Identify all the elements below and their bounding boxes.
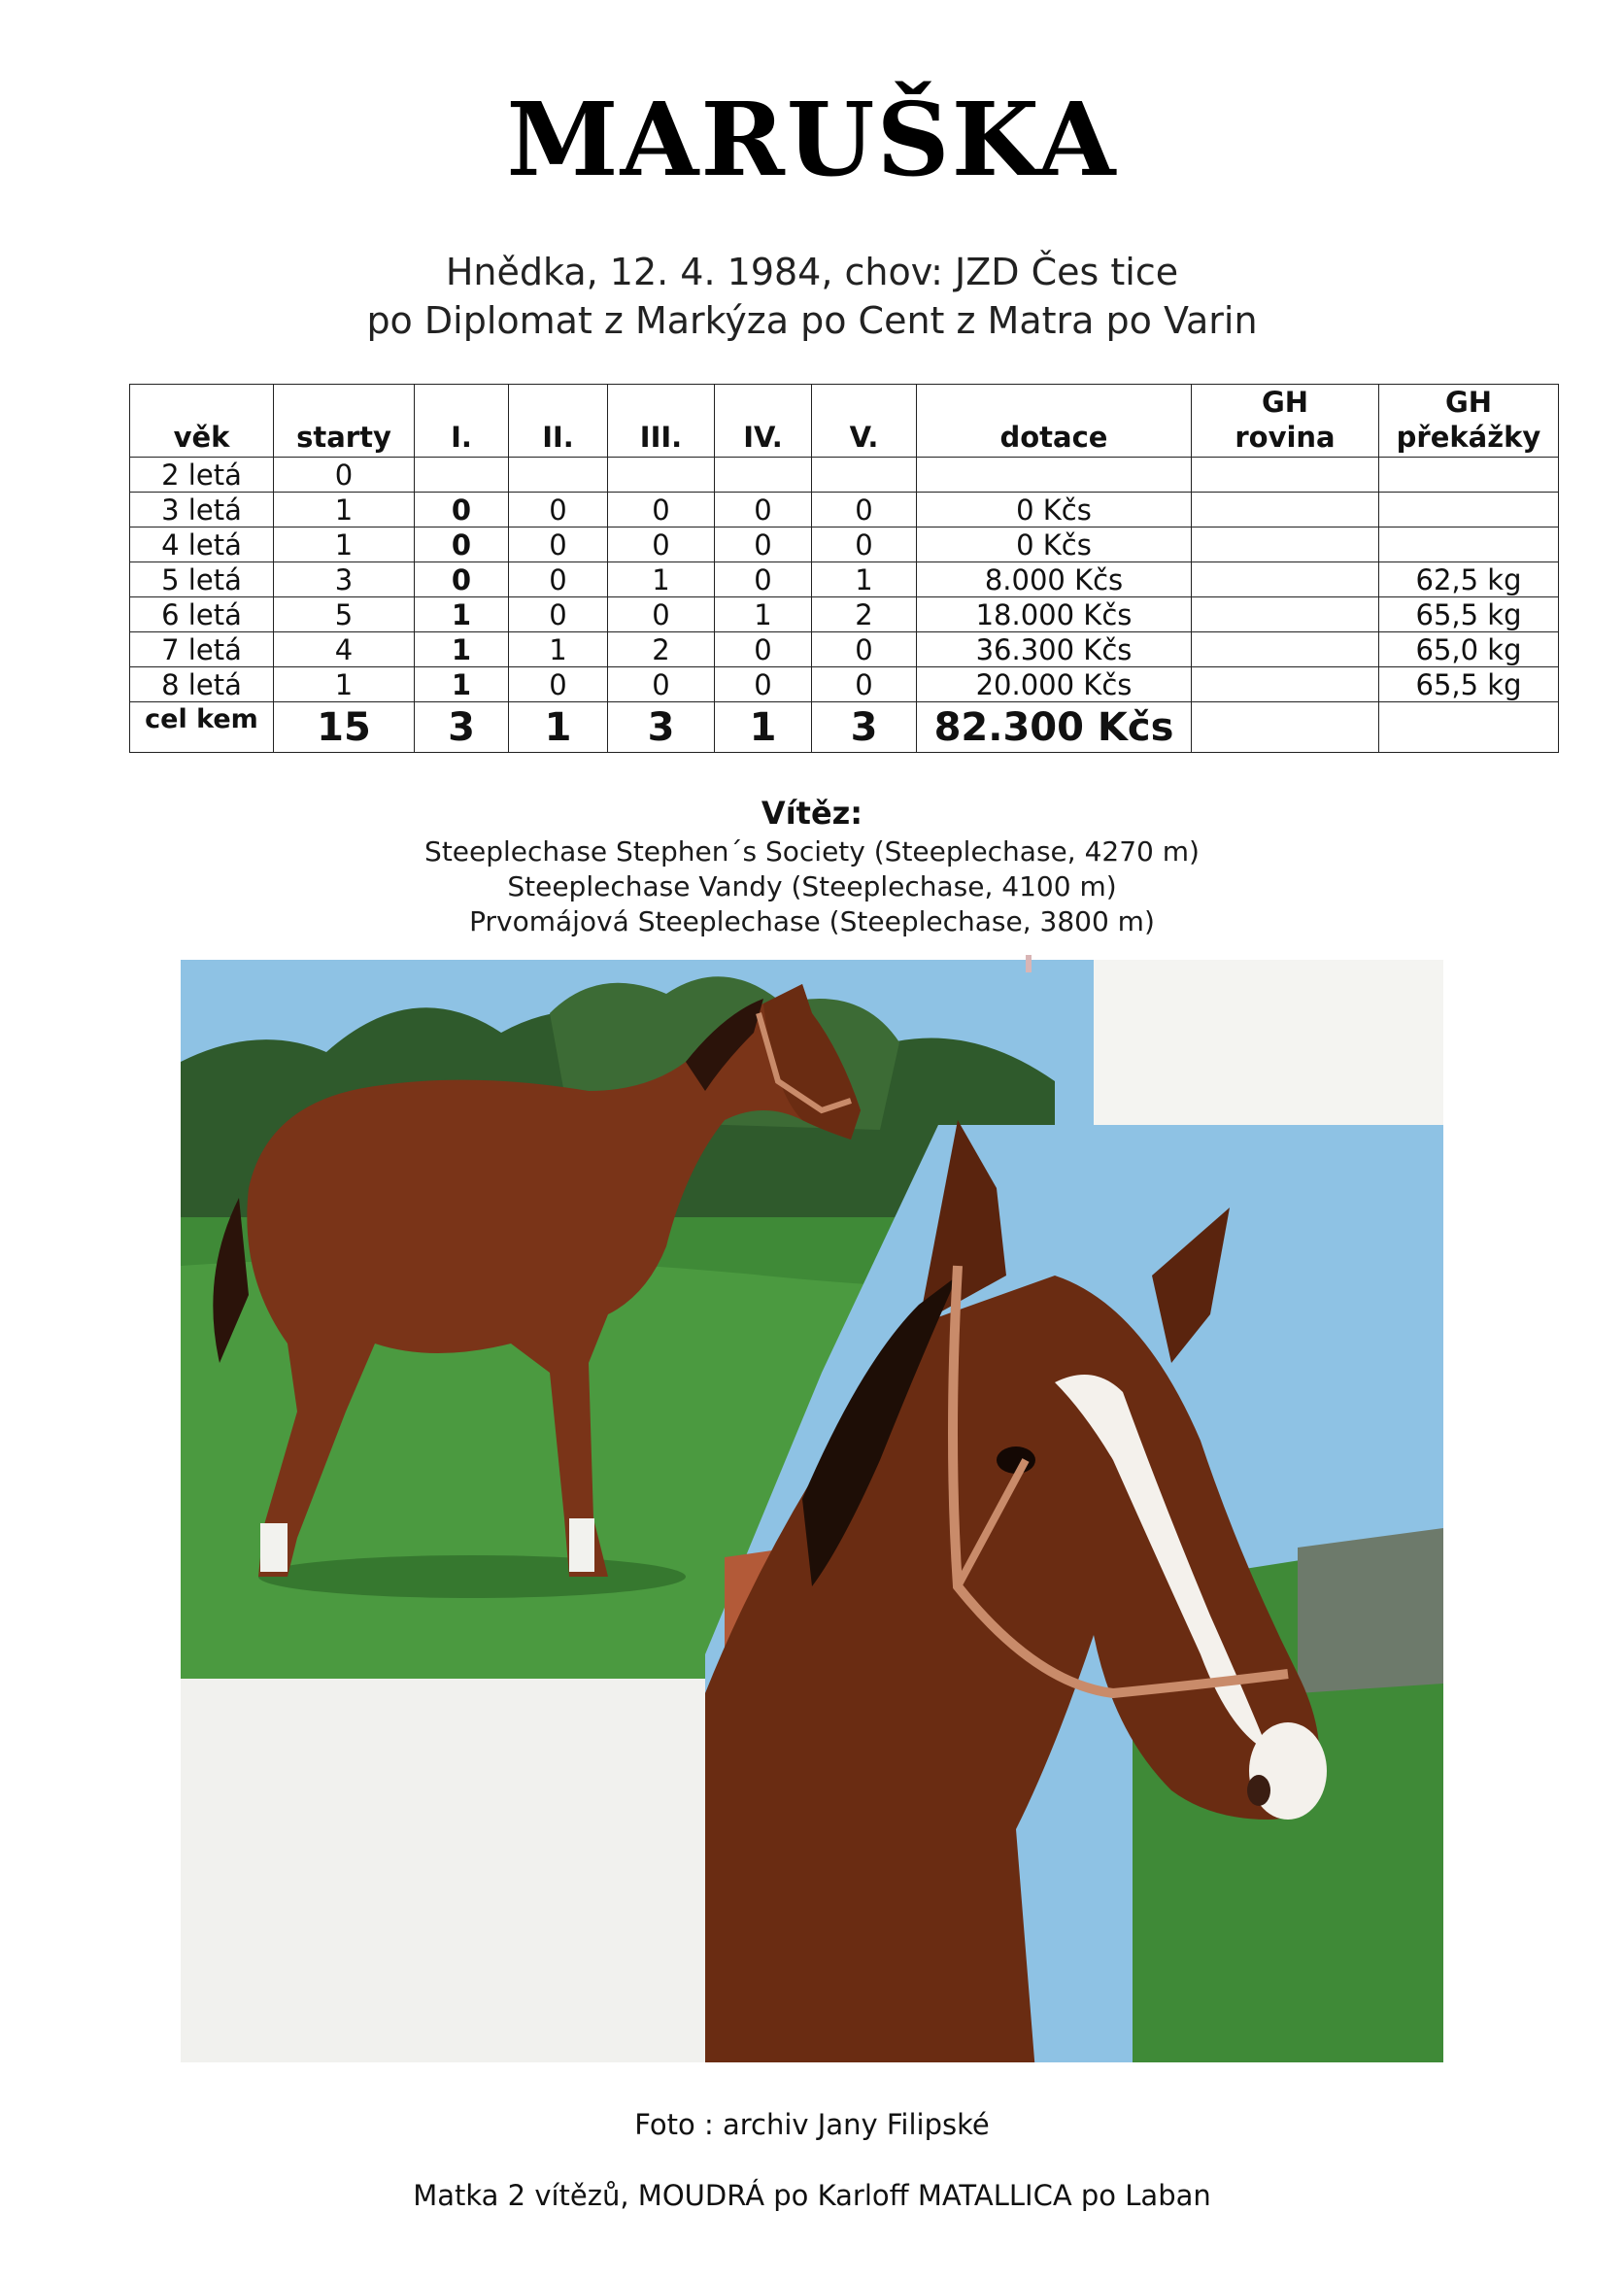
cell-gh-flat xyxy=(1192,458,1379,493)
horse-photo-illustration xyxy=(181,955,1443,2072)
header-gh-flat: GH rovina xyxy=(1192,385,1379,458)
cell-gh-flat xyxy=(1192,597,1379,632)
cell-second xyxy=(509,458,608,493)
horse-pedigree: po Diplomat z Markýza po Cent z Matra po Varin xyxy=(366,299,1258,342)
total-first: 3 xyxy=(415,702,509,753)
cell-fourth: 0 xyxy=(715,667,812,702)
cell-gh-flat xyxy=(1192,667,1379,702)
win-item: Steeplechase Stephen´s Society (Steeplechase, 4270 m) xyxy=(424,835,1200,868)
cell-second: 0 xyxy=(509,527,608,562)
cell-age: 4 letá xyxy=(130,527,274,562)
header-starts: starty xyxy=(274,385,415,458)
cell-third: 2 xyxy=(608,632,715,667)
cell-first: 1 xyxy=(415,597,509,632)
total-label: cel kem xyxy=(130,702,274,753)
cell-third: 0 xyxy=(608,493,715,527)
cell-second: 0 xyxy=(509,597,608,632)
table-total-row xyxy=(130,702,1559,753)
cell-age: 5 letá xyxy=(130,562,274,597)
winner-heading: Vítěz: xyxy=(761,795,863,832)
cell-first: 0 xyxy=(415,493,509,527)
cell-second: 0 xyxy=(509,562,608,597)
cell-fourth: 0 xyxy=(715,562,812,597)
table-row xyxy=(130,632,1559,667)
cell-starts: 3 xyxy=(274,562,415,597)
header-fifth: V. xyxy=(812,385,917,458)
cell-third: 1 xyxy=(608,562,715,597)
cell-gh-jump: 65,5 kg xyxy=(1379,667,1559,702)
cell-second: 1 xyxy=(509,632,608,667)
cell-gh-flat xyxy=(1192,562,1379,597)
total-third: 3 xyxy=(608,702,715,753)
total-fifth: 3 xyxy=(812,702,917,753)
cell-starts: 0 xyxy=(274,458,415,493)
cell-fifth: 0 xyxy=(812,527,917,562)
total-second: 1 xyxy=(509,702,608,753)
cell-money: 0 Kčs xyxy=(917,493,1192,527)
paper-patch xyxy=(1094,960,1443,1125)
cell-starts: 1 xyxy=(274,493,415,527)
header-first: I. xyxy=(415,385,509,458)
cell-gh-jump xyxy=(1379,493,1559,527)
cell-fourth: 0 xyxy=(715,493,812,527)
cell-second: 0 xyxy=(509,667,608,702)
cell-third xyxy=(608,458,715,493)
total-money: 82.300 Kčs xyxy=(917,702,1192,753)
cell-age: 8 letá xyxy=(130,667,274,702)
cell-fifth: 2 xyxy=(812,597,917,632)
table-row xyxy=(130,527,1559,562)
cell-gh-flat xyxy=(1192,493,1379,527)
total-fourth: 1 xyxy=(715,702,812,753)
header-third: III. xyxy=(608,385,715,458)
cell-age: 3 letá xyxy=(130,493,274,527)
cell-money: 8.000 Kčs xyxy=(917,562,1192,597)
photo-credit: Foto : archiv Jany Filipské xyxy=(634,2108,990,2141)
total-gh-jump xyxy=(1379,702,1559,753)
table-header-row xyxy=(130,385,1559,458)
cell-third: 0 xyxy=(608,527,715,562)
cell-fourth: 1 xyxy=(715,597,812,632)
cell-fifth: 0 xyxy=(812,632,917,667)
paper-patch xyxy=(181,1679,705,2072)
horse-description: Hnědka, 12. 4. 1984, chov: JZD Čes tice xyxy=(445,251,1179,293)
total-starts: 15 xyxy=(274,702,415,753)
header-second: II. xyxy=(509,385,608,458)
cell-fourth: 0 xyxy=(715,527,812,562)
cell-starts: 1 xyxy=(274,667,415,702)
table-row xyxy=(130,562,1559,597)
cell-fifth: 1 xyxy=(812,562,917,597)
cell-first: 0 xyxy=(415,562,509,597)
cell-age: 7 letá xyxy=(130,632,274,667)
cell-money: 20.000 Kčs xyxy=(917,667,1192,702)
win-item: Prvomájová Steeplechase (Steeplechase, 3800 m) xyxy=(469,905,1155,937)
cell-gh-jump: 62,5 kg xyxy=(1379,562,1559,597)
cell-fourth: 0 xyxy=(715,632,812,667)
horse-name-title: MARUŠKA xyxy=(506,80,1118,199)
cell-third: 0 xyxy=(608,597,715,632)
cell-first: 1 xyxy=(415,632,509,667)
cell-first: 0 xyxy=(415,527,509,562)
cell-gh-jump: 65,5 kg xyxy=(1379,597,1559,632)
cell-gh-flat xyxy=(1192,632,1379,667)
cell-gh-jump xyxy=(1379,527,1559,562)
cell-money: 36.300 Kčs xyxy=(917,632,1192,667)
cell-money: 0 Kčs xyxy=(917,527,1192,562)
table-row xyxy=(130,597,1559,632)
win-item: Steeplechase Vandy (Steeplechase, 4100 m) xyxy=(507,870,1117,902)
cell-first: 1 xyxy=(415,667,509,702)
cell-fifth: 0 xyxy=(812,493,917,527)
cell-first xyxy=(415,458,509,493)
table-row xyxy=(130,667,1559,702)
race-record-table xyxy=(129,384,1559,753)
cell-gh-jump xyxy=(1379,458,1559,493)
cell-fourth xyxy=(715,458,812,493)
header-age: věk xyxy=(130,385,274,458)
cell-fifth xyxy=(812,458,917,493)
cell-starts: 1 xyxy=(274,527,415,562)
header-gh-jump: GH překážky xyxy=(1379,385,1559,458)
cell-gh-flat xyxy=(1192,527,1379,562)
cell-age: 2 letá xyxy=(130,458,274,493)
header-money: dotace xyxy=(917,385,1192,458)
cell-starts: 4 xyxy=(274,632,415,667)
header-fourth: IV. xyxy=(715,385,812,458)
cell-gh-jump: 65,0 kg xyxy=(1379,632,1559,667)
cell-age: 6 letá xyxy=(130,597,274,632)
cell-second: 0 xyxy=(509,493,608,527)
table-row xyxy=(130,493,1559,527)
cell-starts: 5 xyxy=(274,597,415,632)
cell-third: 0 xyxy=(608,667,715,702)
cell-fifth: 0 xyxy=(812,667,917,702)
cell-money xyxy=(917,458,1192,493)
total-gh-flat xyxy=(1192,702,1379,753)
dam-info: Matka 2 vítězů, MOUDRÁ po Karloff MATALLICA po Laban xyxy=(413,2179,1211,2212)
table-row xyxy=(130,458,1559,493)
horse-photo-collage xyxy=(181,955,1443,2072)
cell-money: 18.000 Kčs xyxy=(917,597,1192,632)
